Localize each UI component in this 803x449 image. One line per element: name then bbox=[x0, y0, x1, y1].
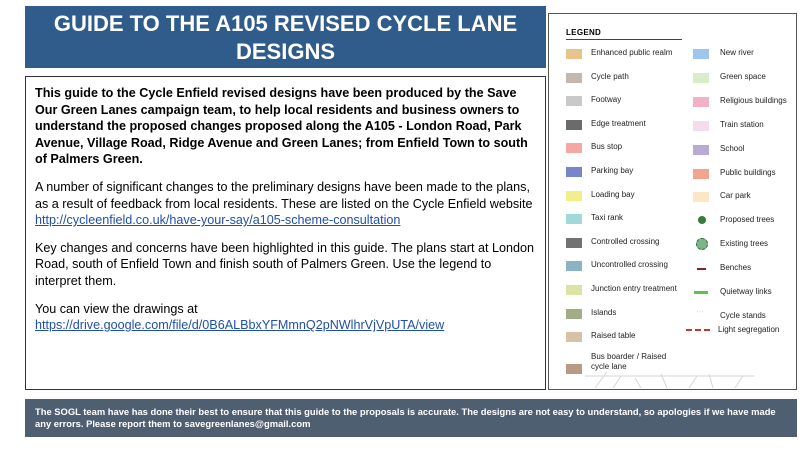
quietway-icon bbox=[694, 291, 708, 294]
legend-label: Parking bay bbox=[591, 166, 634, 175]
legend-swatch bbox=[566, 191, 582, 201]
legend-panel bbox=[548, 13, 797, 390]
legend-label: Raised table bbox=[591, 331, 636, 340]
legend-label: Quietway links bbox=[720, 287, 772, 296]
title-line-2: (May 2016) bbox=[229, 67, 342, 92]
decorative-road-pattern bbox=[585, 366, 755, 388]
legend-label: Existing trees bbox=[720, 239, 769, 248]
legend-label: Bus boarder / Raised cycle lane bbox=[591, 352, 667, 371]
intro-panel bbox=[25, 76, 546, 390]
legend-swatch bbox=[566, 261, 582, 271]
consultation-link[interactable]: http://cycleenfield.co.uk/have-your-say/a105-scheme-consultation bbox=[35, 213, 401, 228]
bench-icon bbox=[697, 268, 706, 270]
legend-label: Enhanced public realm bbox=[591, 48, 673, 57]
legend-label: Cycle path bbox=[591, 72, 629, 81]
legend-label: Proposed trees bbox=[720, 215, 775, 224]
intro-paragraph: This guide to the Cycle Enfield revised designs have been produced by the Save Our Green Lanes campaign team, to help local residents and business owners to understand the proposed changes proposed along the A105 - London Road, Park Avenue, Village Road, Ridge Avenue and Green Lanes; from Enfield Town to south of Palmers Green. bbox=[35, 86, 528, 167]
light-segregation-icon bbox=[686, 329, 710, 331]
legend-swatch bbox=[566, 364, 582, 374]
legend-label: School bbox=[720, 144, 745, 153]
legend-label: Car park bbox=[720, 191, 751, 200]
legend-label: Uncontrolled crossing bbox=[591, 260, 668, 269]
legend-title: LEGEND bbox=[566, 28, 602, 37]
disclaimer-footer bbox=[25, 399, 797, 437]
legend-swatch bbox=[566, 73, 582, 83]
legend-label: Edge treatment bbox=[591, 119, 646, 128]
legend-label: Footway bbox=[591, 95, 622, 104]
legend-swatch bbox=[693, 145, 709, 155]
changes-text: A number of significant changes to the preliminary designs have been made to the plans, as a result of feedback from local residents. These are listed on the Cycle Enfield website bbox=[35, 179, 533, 211]
legend-divider bbox=[566, 39, 682, 40]
legend-swatch bbox=[566, 238, 582, 248]
legend-swatch bbox=[566, 96, 582, 106]
legend-label: Islands bbox=[591, 308, 617, 317]
legend-swatch bbox=[566, 285, 582, 295]
title-line-1: GUIDE TO THE A105 REVISED CYCLE LANE DESIGNS bbox=[53, 11, 518, 64]
legend-swatch bbox=[693, 192, 709, 202]
drawings-text: You can view the drawings at bbox=[35, 301, 198, 316]
legend-swatch bbox=[693, 169, 709, 179]
legend-swatch bbox=[693, 121, 709, 131]
legend-label: Light segregation bbox=[718, 325, 780, 334]
drawings-link[interactable]: https://drive.google.com/file/d/0B6ALBbxYFMmnQ2pNWlhrVjVpUTA/view bbox=[35, 318, 445, 333]
legend-label: Bus stop bbox=[591, 142, 623, 151]
legend-swatch bbox=[566, 167, 582, 177]
guide-title bbox=[25, 6, 546, 92]
legend-swatch bbox=[566, 49, 582, 59]
legend-swatch bbox=[566, 120, 582, 130]
legend-label: Public buildings bbox=[720, 168, 776, 177]
legend-label: Taxi rank bbox=[591, 213, 624, 222]
legend-swatch bbox=[566, 214, 582, 224]
disclaimer-text: The SOGL team have has done their best to ensure that this guide to the proposals is accurate. The designs are not easy to understand, so apologies if we have made any errors. Please report them to savegreenlanes@gmail.com bbox=[35, 406, 776, 429]
legend-label: Junction entry treatment bbox=[591, 284, 677, 293]
proposed-tree-icon bbox=[698, 216, 706, 224]
legend-label: Controlled crossing bbox=[591, 237, 660, 246]
cycle-stands-icon: ˙˙˙ bbox=[697, 312, 704, 319]
legend-label: Green space bbox=[720, 72, 766, 81]
legend-swatch bbox=[693, 97, 709, 107]
key-changes-paragraph: Key changes and concerns have been highlighted in this guide. The plans start at London Road, south of Enfield Town and finish south of Palmers Green. Use the legend to interpret them. bbox=[35, 240, 534, 288]
legend-swatch bbox=[566, 143, 582, 153]
legend-label: Train station bbox=[720, 120, 764, 129]
legend-label: Religious buildings bbox=[720, 96, 787, 105]
legend-swatch bbox=[566, 332, 582, 342]
legend-swatch bbox=[693, 49, 709, 59]
legend-label: Benches bbox=[720, 263, 752, 272]
existing-tree-icon bbox=[696, 238, 708, 250]
legend-swatch bbox=[566, 309, 582, 319]
legend-label: Loading bay bbox=[591, 190, 635, 199]
legend-label: Cycle stands bbox=[720, 311, 766, 320]
legend-swatch bbox=[693, 73, 709, 83]
legend-label: New river bbox=[720, 48, 754, 57]
changes-paragraph bbox=[35, 179, 536, 229]
drawings-paragraph bbox=[35, 301, 536, 334]
